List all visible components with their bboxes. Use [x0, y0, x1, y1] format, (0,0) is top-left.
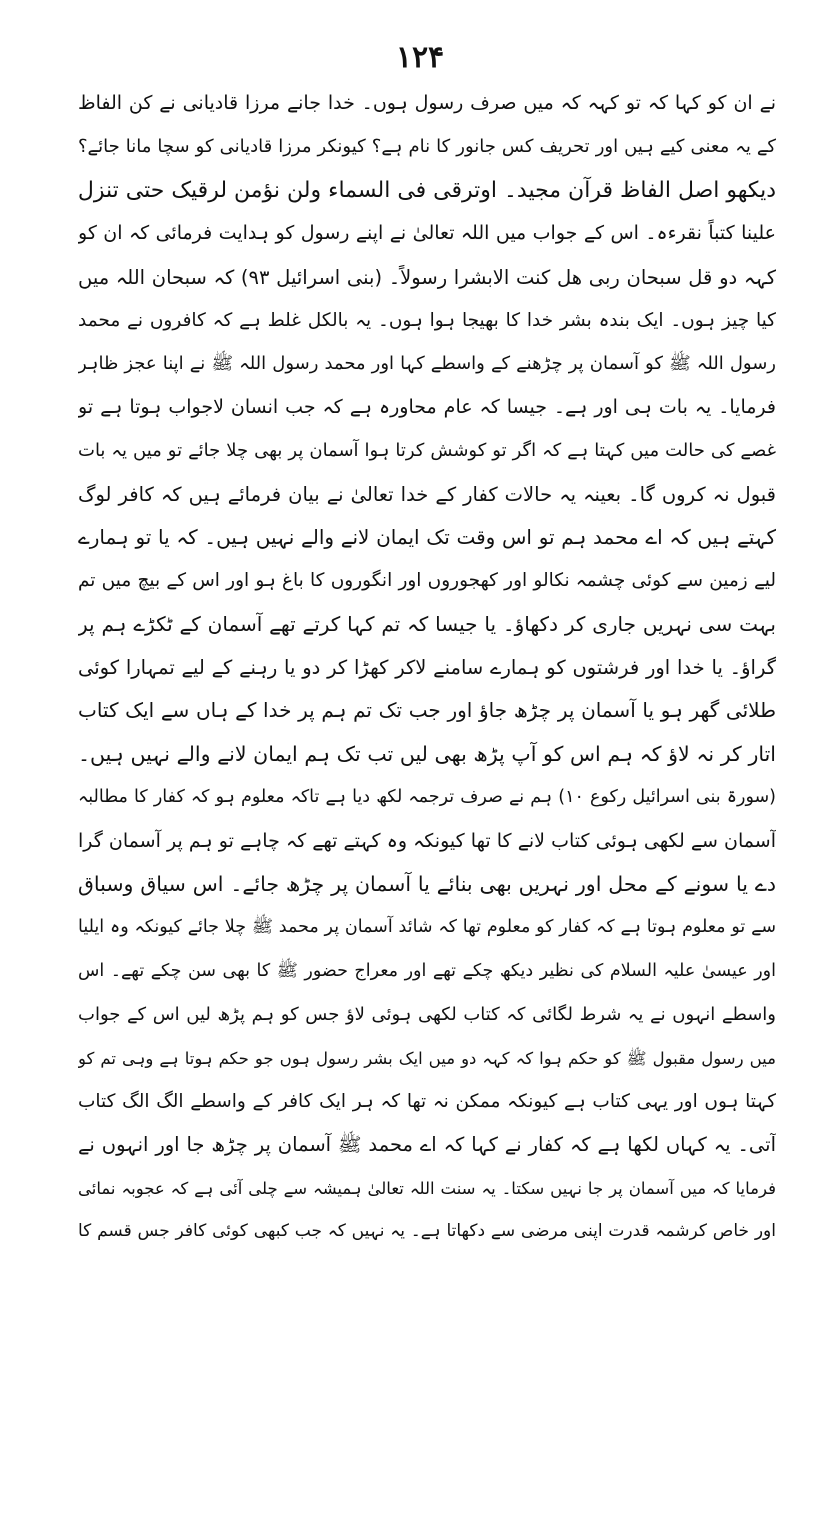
text-line: طلائی گھر ہو یا آسمان پر چڑھ جاؤ اور جب تک تم ہم پر خدا کے ہاں سے ایک کتاب	[78, 698, 776, 723]
text-line: (سورۃ بنی اسرائیل رکوع ۱۰) ہم نے صرف ترجمہ لکھ دیا ہے تاکہ معلوم ہو کہ کفار کا مطالبہ	[78, 787, 776, 808]
text-line: علینا کتباً نقرءہ۔ اس کے جواب میں اللہ تعالیٰ نے اپنے رسول کو ہدایت فرمائی کہ ان کو	[78, 222, 776, 245]
text-line: لیے زمین سے کوئی چشمہ نکالو اور کھجوروں اور انگوروں کا باغ ہو اور اس کے بیچ میں تم	[78, 570, 776, 592]
page-number: ۱۲۴	[395, 40, 445, 75]
text-line: فرمایا کہ میں آسمان پر جا نہیں سکتا۔ یہ سنت اللہ تعالیٰ ہمیشہ سے چلی آئی ہے کہ عجوبہ نمائی	[78, 1178, 776, 1198]
text-line: کیا چیز ہوں۔ ایک بندہ بشر خدا کا بھیجا ہوا ہوں۔ یہ بالکل غلط ہے کہ کافروں نے محمد	[78, 309, 776, 331]
text-line: سے تو معلوم ہوتا ہے کہ کفار کو معلوم تھا کہ شائد آسمان پر محمد ﷺ چلا جائے کیونکہ وہ ایلیا	[78, 917, 776, 938]
text-line: کہتا ہوں اور یہی کتاب ہے کیونکہ ممکن نہ تھا کہ ہر ایک کافر کے واسطے الگ الگ کتاب	[78, 1090, 776, 1112]
text-line: گراؤ۔ یا خدا اور فرشتوں کو ہمارے سامنے لاکر کھڑا کر دو یا رہنے کے لیے تمہارا کوئی	[78, 656, 776, 680]
text-line: اور عیسیٰ علیہ السلام کی نظیر دیکھ چکے تھے اور معراج حضور ﷺ کا بھی سن چکے تھے۔ اس	[78, 960, 776, 981]
text-line: فرمایا۔ یہ بات ہی اور ہے۔ جیسا کہ عام محاورہ ہے کہ جب انسان لاجواب ہوتا ہے تو	[78, 395, 776, 418]
text-line: دیکھو اصل الفاظ قرآن مجید۔ اوترقی فی السماء ولن نؤمن لرقیک حتی تنزل	[78, 177, 776, 203]
text-line: دے یا سونے کے محل اور نہریں بھی بنائے یا آسمان پر چڑھ جائے۔ اس سیاق وسباق	[78, 872, 776, 897]
text-line: غصے کی حالت میں کہتا ہے کہ اگر تو کوشش کرتا ہوا آسمان پر بھی چلا جائے تو میں یہ بات	[78, 440, 776, 462]
body-text	[78, 82, 776, 1254]
text-line: کہتے ہیں کہ اے محمد ہم تو اس وقت تک ایمان لانے والے نہیں ہیں۔ کہ یا تو ہمارے	[78, 524, 776, 549]
text-line: کے یہ معنی کیے ہیں اور تحریف کس جانور کا نام ہے؟ کیونکر مرزا قادیانی کو سچا مانا جائے؟	[78, 136, 776, 158]
text-line: نے ان کو کہا کہ تو کہہ کہ میں صرف رسول ہوں۔ خدا جانے مرزا قادیانی نے کن الفاظ	[78, 92, 776, 114]
text-line: اتار کر نہ لاؤ کہ ہم اس کو آپ پڑھ بھی لیں تب تک ہم ایمان لانے والے نہیں ہیں۔	[78, 741, 776, 766]
text-line: رسول اللہ ﷺ کو آسمان پر چڑھنے کے واسطے کہا اور محمد رسول اللہ ﷺ نے اپنا عجز ظاہر	[78, 353, 776, 375]
text-line: میں رسول مقبول ﷺ کو حکم ہوا کہ کہہ دو میں ایک بشر رسول ہوں جو حکم ہوتا ہے وہی تم کو	[78, 1048, 776, 1068]
text-line: آتی۔ یہ کہاں لکھا ہے کہ کفار نے کہا کہ اے محمد ﷺ آسمان پر چڑھ جا اور انہوں نے	[78, 1133, 776, 1157]
text-line: آسمان سے لکھی ہوئی کتاب لانے کا تھا کیونکہ وہ کہتے تھے کہ چاہے تو ہم پر آسمان گرا	[78, 829, 776, 852]
text-line: اور خاص کرشمہ قدرت اپنی مرضی سے دکھاتا ہے۔ یہ نہیں کہ جب کبھی کوئی کافر جس قسم کا	[78, 1221, 776, 1242]
text-line: بہت سی نہریں جاری کر دکھاؤ۔ یا جیسا کہ تم کہا کرتے تھے آسمان کے ٹکڑے ہم پر	[78, 611, 776, 636]
text-line: واسطے انہوں نے یہ شرط لگائی کہ کتاب لکھی ہوئی لاؤ جس کو ہم پڑھ لیں اس کے جواب	[78, 1004, 776, 1026]
text-line: قبول نہ کروں گا۔ بعینہ یہ حالات کفار کے خدا تعالیٰ نے بیان فرمائے ہیں کہ کافر لوگ	[78, 482, 776, 506]
text-line: کہہ دو قل سبحان ربی ھل کنت الابشرا رسولاً۔ (بنی اسرائیل ۹۳) کہ سبحان اللہ میں	[78, 265, 776, 289]
